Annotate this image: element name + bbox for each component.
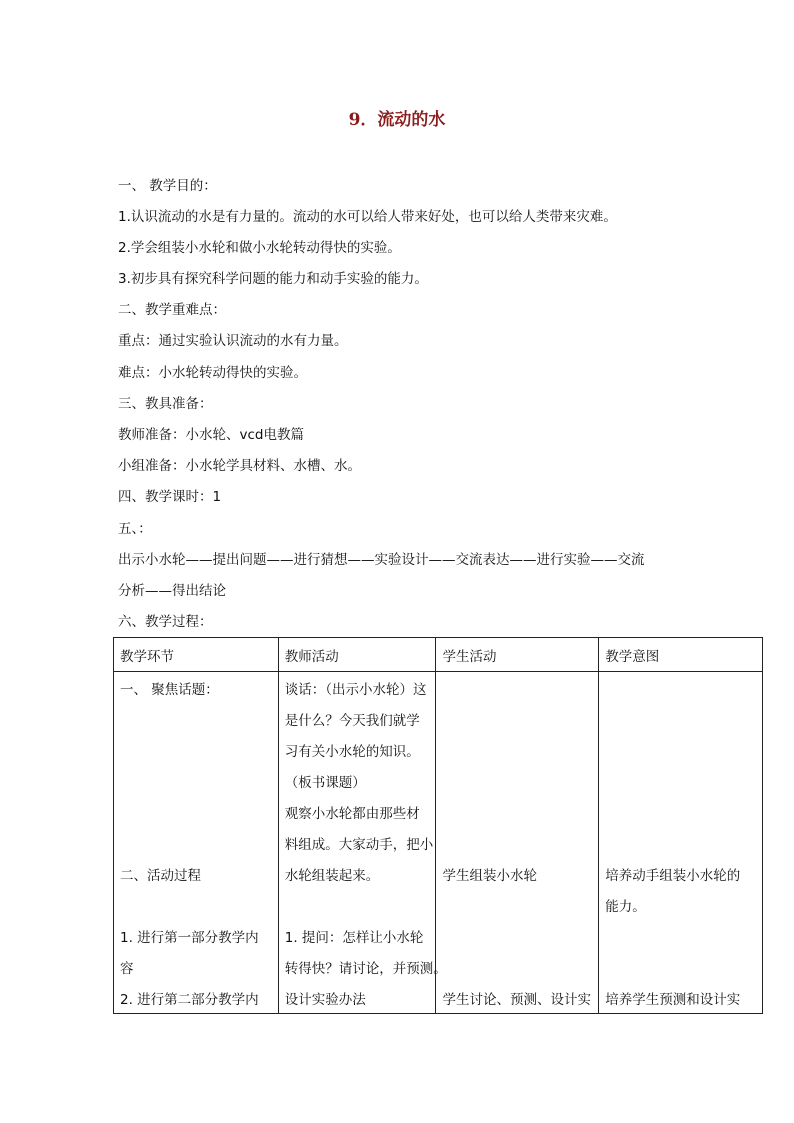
table-cell	[599, 672, 763, 1014]
cell-text: 能力。	[605, 899, 646, 915]
cell-text: 水轮组装起来。	[284, 868, 380, 884]
page-title: 9．流动的水	[348, 110, 446, 130]
cell-text: 一、 聚焦话题：	[120, 682, 219, 698]
table-row	[114, 672, 763, 1014]
text-line: 出示小水轮——提出问题——进行猜想——实验设计——交流表达——进行实验——交流	[118, 552, 645, 568]
cell-text: （板书课题）	[284, 775, 366, 791]
section-heading-goals: 一、 教学目的：	[118, 178, 217, 194]
table-header: 教学环节	[114, 638, 279, 672]
text-line: 2.学会组装小水轮和做小水轮转动得快的实验。	[118, 240, 401, 256]
text-line: 分析——得出结论	[118, 583, 226, 599]
text-line: 教师准备：小水轮、vcd电教篇	[118, 427, 304, 443]
cell-text: 培养学生预测和设计实	[605, 992, 741, 1008]
cell-text: 容	[120, 961, 134, 977]
cell-text: 设计实验办法	[284, 992, 366, 1008]
cell-text: 是什么？今天我们就学	[284, 713, 420, 729]
cell-text: 1. 提问：怎样让小水轮	[284, 930, 424, 946]
section-heading-process: 六、教学过程：	[118, 614, 213, 630]
cell-text: 谈话：（出示小水轮）这	[284, 682, 427, 698]
cell-text: 学生讨论、预测、设计实	[442, 992, 591, 1008]
text-line: 3.初步具有探究科学问题的能力和动手实验的能力。	[118, 271, 428, 287]
cell-text: 2. 进行第二部分教学内	[120, 992, 259, 1008]
cell-text: 习有关小水轮的知识。	[284, 744, 420, 760]
text-line: 难点：小水轮转动得快的实验。	[118, 365, 307, 381]
table-cell	[278, 672, 447, 1014]
text-line: 小组准备：小水轮学具材料、水槽、水。	[118, 458, 361, 474]
cell-text: 转得快？请讨论，并预测。	[284, 961, 447, 977]
cell-text: 料组成。大家动手，把小	[284, 837, 434, 853]
section-heading-hours: 四、教学课时：1	[118, 489, 222, 505]
section-heading-materials: 三、教具准备：	[118, 396, 213, 412]
cell-text: 学生组装小水轮	[442, 868, 537, 884]
table-header-row	[114, 638, 763, 672]
cell-text: 1. 进行第一部分教学内	[120, 930, 259, 946]
table-header: 教师活动	[278, 638, 436, 672]
cell-text: 二、活动过程	[120, 868, 201, 884]
section-heading-five: 五、：	[118, 521, 152, 537]
table-header: 教学意图	[599, 638, 763, 672]
teaching-process-table	[113, 637, 763, 1014]
text-line: 重点：通过实验认识流动的水有力量。	[118, 333, 348, 349]
cell-text: 观察小水轮都由那些材	[284, 806, 420, 822]
table-header: 学生活动	[436, 638, 599, 672]
text-line: 1.认识流动的水是有力量的。流动的水可以给人带来好处，也可以给人类带来灾难。	[118, 209, 617, 225]
section-heading-keypoints: 二、教学重难点：	[118, 302, 226, 318]
cell-text: 培养动手组装小水轮的	[605, 868, 741, 884]
table-cell	[436, 672, 599, 1014]
table-cell	[114, 672, 279, 1014]
